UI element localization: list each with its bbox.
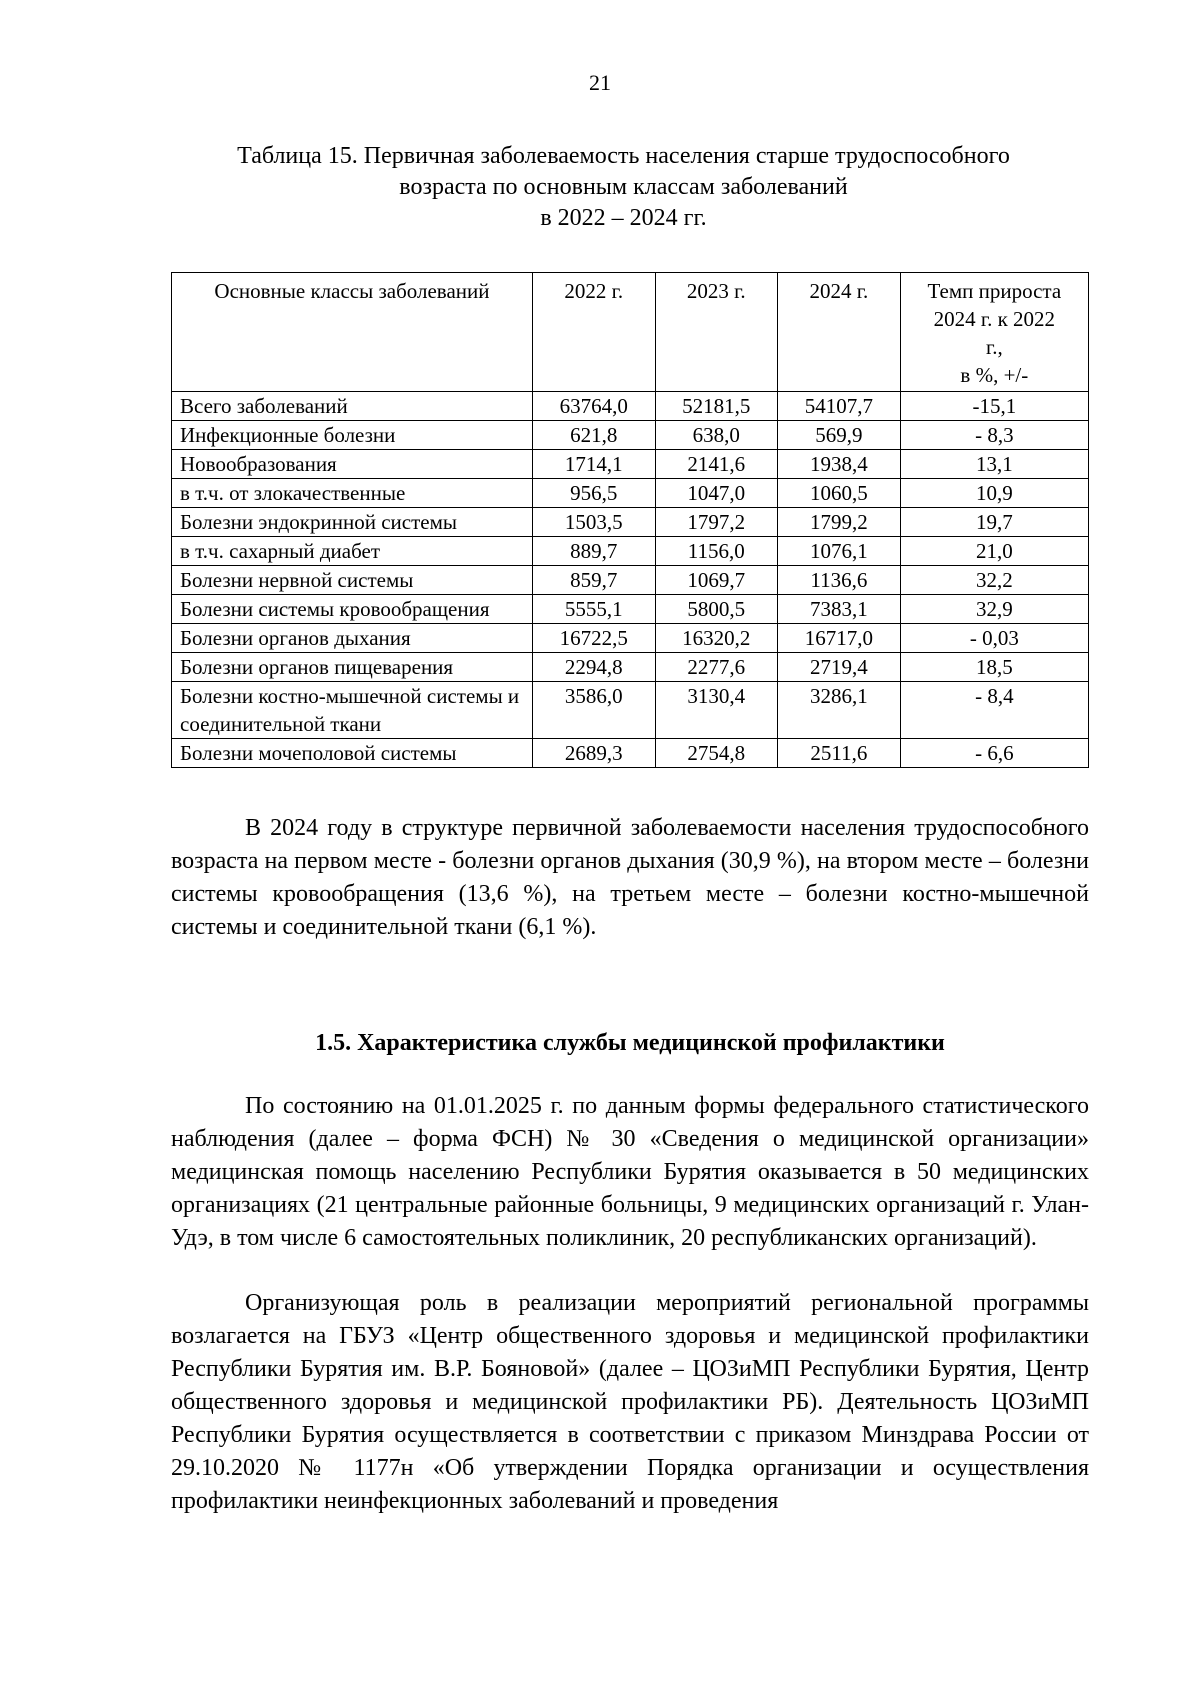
cell-disease-class: Болезни костно-мышечной системы и соединительной ткани — [172, 682, 533, 739]
cell-growth-rate: - 8,3 — [900, 421, 1088, 450]
table-row — [172, 479, 1089, 508]
cell-2024: 54107,7 — [778, 392, 901, 421]
cell-2024: 3286,1 — [778, 682, 901, 739]
cell-2022: 16722,5 — [532, 624, 655, 653]
cell-growth-rate: 21,0 — [900, 537, 1088, 566]
cell-growth-rate: 32,2 — [900, 566, 1088, 595]
cell-growth-rate: 32,9 — [900, 595, 1088, 624]
cell-2022: 1503,5 — [532, 508, 655, 537]
table-row — [172, 421, 1089, 450]
table-row — [172, 566, 1089, 595]
cell-disease-class: Болезни органов пищеварения — [172, 653, 533, 682]
table-row — [172, 537, 1089, 566]
cell-2022: 2689,3 — [532, 739, 655, 768]
header-growth-rate-line: 2024 г. к 2022 — [933, 307, 1056, 331]
cell-2023: 2754,8 — [655, 739, 778, 768]
cell-2023: 52181,5 — [655, 392, 778, 421]
cell-2022: 621,8 — [532, 421, 655, 450]
cell-2022: 5555,1 — [532, 595, 655, 624]
cell-2023: 2277,6 — [655, 653, 778, 682]
cell-disease-class: в т.ч. сахарный диабет — [172, 537, 533, 566]
header-2024: 2024 г. — [778, 273, 901, 392]
table-row — [172, 508, 1089, 537]
paragraph-role: Организующая роль в реализации мероприятий региональной программы возлагается на ГБУЗ «Центр общественного здоровья и медицинской профилактики Республики Бурятия им. В.Р. Бояновой» (далее – ЦОЗиМП Республики Бурятия, Центр общественного здоровья и медицинской профилактики РБ). Деятельность ЦОЗиМП Республики Бурятия осуществляется в соответствии с приказом Минздрава России от 29.10.2020 № 1177н «Об утверждении Порядка организации и осуществления профилактики неинфекционных заболеваний и проведения — [171, 1290, 1089, 1514]
cell-disease-class: в т.ч. от злокачественные — [172, 479, 533, 508]
cell-disease-class: Болезни органов дыхания — [172, 624, 533, 653]
cell-2023: 3130,4 — [655, 682, 778, 739]
table-caption-line: возраста по основным классам заболеваний — [399, 174, 848, 200]
cell-2024: 1799,2 — [778, 508, 901, 537]
cell-2022: 956,5 — [532, 479, 655, 508]
cell-2024: 1938,4 — [778, 450, 901, 479]
cell-2023: 5800,5 — [655, 595, 778, 624]
cell-growth-rate: - 6,6 — [900, 739, 1088, 768]
cell-growth-rate: - 8,4 — [900, 682, 1088, 739]
cell-growth-rate: -15,1 — [900, 392, 1088, 421]
cell-2023: 1156,0 — [655, 537, 778, 566]
table-row — [172, 624, 1089, 653]
cell-disease-class: Инфекционные болезни — [172, 421, 533, 450]
cell-disease-class: Новообразования — [172, 450, 533, 479]
cell-growth-rate: 18,5 — [900, 653, 1088, 682]
header-disease-class: Основные классы заболеваний — [172, 273, 533, 392]
cell-2024: 7383,1 — [778, 595, 901, 624]
table-row — [172, 653, 1089, 682]
header-growth-rate-line: Темп прироста — [927, 279, 1062, 303]
cell-2023: 2141,6 — [655, 450, 778, 479]
cell-2022: 889,7 — [532, 537, 655, 566]
cell-2024: 569,9 — [778, 421, 901, 450]
header-2022: 2022 г. — [532, 273, 655, 392]
paragraph-structure: В 2024 году в структуре первичной заболеваемости населения трудоспособного возраста на первом месте - болезни органов дыхания (30,9 %), на втором месте – болезни системы кровообращения (13,6 %), на третьем месте – болезни костно-мышечной системы и соединительной ткани (6,1 %). — [171, 815, 1089, 940]
table-header-row — [172, 273, 1089, 392]
table-row — [172, 450, 1089, 479]
cell-2024: 2719,4 — [778, 653, 901, 682]
cell-2024: 1060,5 — [778, 479, 901, 508]
cell-growth-rate: 10,9 — [900, 479, 1088, 508]
morbidity-table — [171, 272, 1089, 768]
table-row — [172, 682, 1089, 739]
cell-2023: 16320,2 — [655, 624, 778, 653]
paragraph-status: По состоянию на 01.01.2025 г. по данным формы федерального статистического наблюдения (далее – форма ФСН) № 30 «Сведения о медицинской организации» медицинская помощь населению Республики Бурятия оказывается в 50 медицинских организациях (21 центральные районные больницы, 9 медицинских организаций г. Улан-Удэ, в том числе 6 самостоятельных поликлиник, 20 республиканских организаций). — [171, 1093, 1089, 1251]
cell-2023: 1797,2 — [655, 508, 778, 537]
cell-2022: 3586,0 — [532, 682, 655, 739]
table-body — [172, 392, 1089, 768]
table-caption-line: Таблица 15. Первичная заболеваемость населения старше трудоспособного — [237, 143, 1010, 169]
cell-2022: 1714,1 — [532, 450, 655, 479]
section-heading: 1.5. Характеристика службы медицинской профилактики — [315, 1030, 945, 1056]
header-2023: 2023 г. — [655, 273, 778, 392]
header-growth-rate-line: г., — [985, 335, 1003, 359]
cell-2022: 63764,0 — [532, 392, 655, 421]
cell-growth-rate: 13,1 — [900, 450, 1088, 479]
cell-disease-class: Всего заболеваний — [172, 392, 533, 421]
cell-2022: 2294,8 — [532, 653, 655, 682]
cell-2024: 2511,6 — [778, 739, 901, 768]
cell-2023: 1047,0 — [655, 479, 778, 508]
cell-disease-class: Болезни системы кровообращения — [172, 595, 533, 624]
table-row — [172, 392, 1089, 421]
table-caption-line: в 2022 – 2024 гг. — [540, 205, 707, 231]
cell-growth-rate: - 0,03 — [900, 624, 1088, 653]
page-number: 21 — [589, 70, 611, 95]
cell-disease-class: Болезни мочеполовой системы — [172, 739, 533, 768]
table-row — [172, 595, 1089, 624]
cell-2023: 1069,7 — [655, 566, 778, 595]
cell-2023: 638,0 — [655, 421, 778, 450]
cell-disease-class: Болезни эндокринной системы — [172, 508, 533, 537]
cell-2024: 1076,1 — [778, 537, 901, 566]
cell-growth-rate: 19,7 — [900, 508, 1088, 537]
cell-2024: 1136,6 — [778, 566, 901, 595]
header-growth-rate — [900, 273, 1088, 392]
cell-2024: 16717,0 — [778, 624, 901, 653]
cell-2022: 859,7 — [532, 566, 655, 595]
cell-disease-class: Болезни нервной системы — [172, 566, 533, 595]
table-row — [172, 739, 1089, 768]
header-growth-rate-line: в %, +/- — [960, 363, 1029, 387]
table-caption — [150, 141, 1097, 234]
